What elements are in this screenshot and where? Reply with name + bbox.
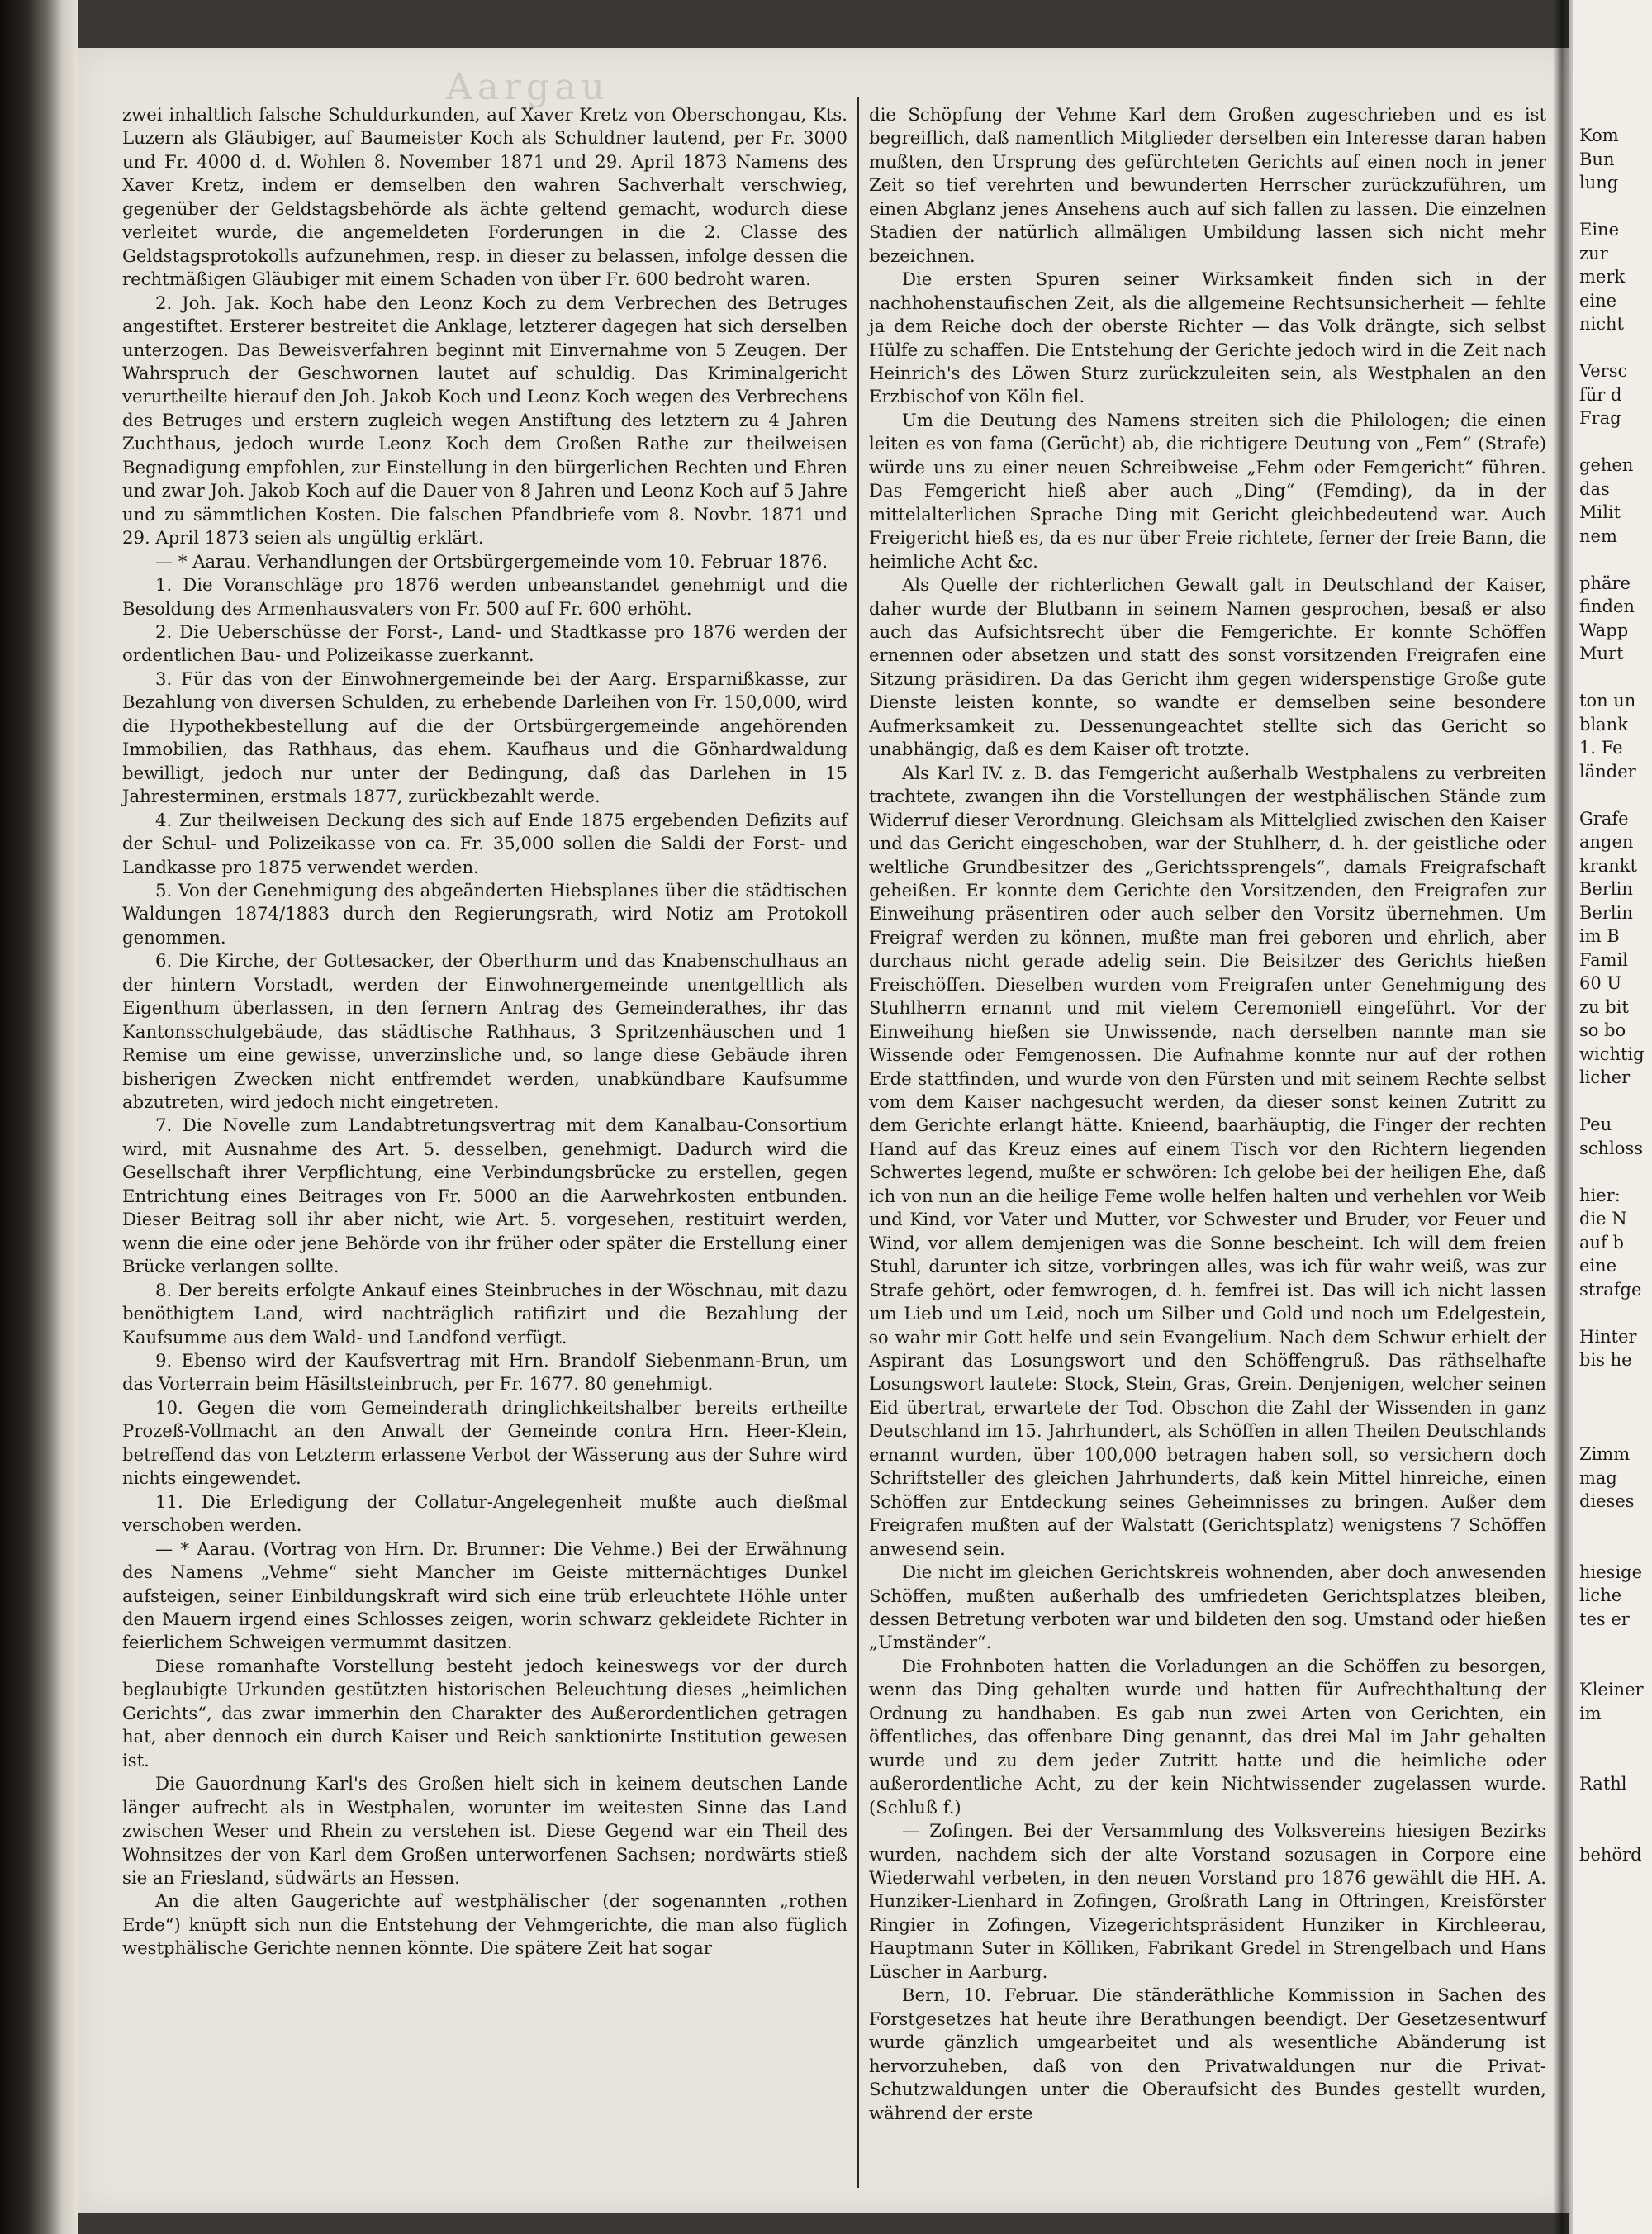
next-page-fragment: phäre [1579, 573, 1631, 593]
next-page-fragment [1579, 1419, 1652, 1443]
next-page-fragment: Wapp [1579, 620, 1629, 640]
book-binding [0, 0, 78, 2234]
next-page-fragment: hiesige [1579, 1561, 1643, 1582]
next-page-fragment [1579, 666, 1652, 690]
next-page-fragment: zur [1579, 243, 1608, 264]
next-page-fragment: im B [1579, 926, 1620, 946]
next-page-fragment [1579, 1372, 1652, 1396]
next-page-fragment: ton un [1579, 691, 1636, 711]
article-paragraph: 2. Die Ueberschüsse der Forst-, Land- und Stadtkasse pro 1876 werden der ordentlichen Bau- und Polizeikasse zuerkannt. [122, 620, 847, 666]
next-page-fragment: bis he [1579, 1350, 1632, 1370]
article-paragraph: 9. Ebenso wird der Kaufsvertrag mit Hrn. Brandolf Siebenmann-Brun, um das Vorterrain beim Häsiltsteinbruch, per Fr. 1677. 80 genehmigt. [122, 1350, 847, 1395]
page-gutter-shadow [1553, 0, 1573, 2234]
next-page-fragment: merk [1579, 267, 1626, 287]
article-paragraph: Als Quelle der richterlichen Gewalt galt in Deutschland der Kaiser, daher wurde der Blutbann in seinem Namen gesprochen, besaß er also auch das Aufsichtsrecht über die Femgerichte. Er konnte Schöffen ernennen oder absetzen und statt des sonst vorsitzenden Freigrafen eine Sitzung präsidiren. Da das Gericht ihm gegen widerspenstige Große gute Dienste leisten konnte, so wandte er demselben seine besondere Aufmerksamkeit zu. Dessenungeachtet stellte sich das Gericht so unabhängig, daß es dem Kaiser oft trotzte. [869, 574, 1546, 760]
article-paragraph: 4. Zur theilweisen Deckung des sich auf Ende 1875 ergebenden Defizits auf der Schul- und Polizeikasse von ca. Fr. 35,000 sollen die Saldi der Forst- und Landkasse pro 1875 verwendet werden. [122, 809, 847, 877]
next-page-fragment: Hinter [1579, 1326, 1637, 1347]
next-page-fragment: dieses [1579, 1491, 1635, 1511]
next-page-fragment: schloss [1579, 1138, 1643, 1158]
next-page-fragment: Grafe [1579, 808, 1629, 829]
next-page-fragment: das [1579, 478, 1610, 499]
article-paragraph: Als Karl IV. z. B. das Femgericht außerhalb Westphalens zu verbreiten trachtete, zwangen ihn die Vorstellungen der westphälischen Stände zum Widerruf dieser Verordnung. Gleichsam als Mittelglied zwischen den Kaiser und das Gericht eingeschoben, war der Stuhlherr, d. h. der geistliche oder weltliche Grundbesitzer des „Gerichtssprengels“, damals Freigrafschaft geheißen. Er konnte dem Gerichte den Vorsitzenden, den Freigrafen zur Einweihung präsentiren oder auch selber den Vorsitz übernehmen. Um Freigraf werden zu können, mußte man frei geboren und ehrlich, aber durchaus nicht gerade adelig sein. Die Beisitzer des Gerichts hießen Freischöffen. Dieselben wurden vom Freigrafen unter Genehmigung des Stuhlherrn ernannt und mit vielem Ceremoniell eingeführt. Vor der Einweihung hießen sie Unwissende, nach derselben nannte man sie Wissende oder Femgenossen. Die Aufnahme konnte nur auf der rothen Erde stattfinden, und wurde von den Fürsten und mit seinem Rechte selbst vom dem Kaiser nachgesucht werden, da dieser sonst keinen Zutritt zu dem Gerichte erlangt hätte. Knieend, baarhäuptig, die Finger der rechten Hand auf das Kreuz eines auf einem Tisch vor den Richtern liegenden Schwertes legend, mußte er schwören: Ich gelobe bei der heiligen Ehe, daß ich von nun an die heilige Feme wolle helfen halten und verhehlen vor Weib und Kind, vor Vater und Mutter, vor Schwester und Bruder, vor Feuer und Wind, vor allem demjenigen was die Sonne bescheint. Ich will dem freien Stuhl, darunter ich sitze, vorbringen alles, was ich für wahr weiß, was zur Strafe gehört, oder femwrogen, d. h. femfrei ist. Das will ich nicht lassen um Lieb und um Leid, noch um Silber und Gold und noch um Edelgestein, so wahr mir Gott helfe und sein Evangelium. Nach dem Schwur erhielt der Aspirant das Losungswort und den Schöffengruß. Das räthselhafte Losungswort lautete: Stock, Stein, Gras, Grein. Denjenigen, welcher seinen Eid übertrat, erwartete der Tod. Obschon die Zahl der Wissenden in ganz Deutschland im 15. Jahrhundert, als Schöffen in allen Theilen Deutschlands ernannt wurden, über 100,000 betragen haben soll, so versichern doch Schriftsteller des gleichen Jahrhunderts, daß kein Mittel hinreiche, einen Schöffen zur Entdeckung seines Geheimnisses zu bringen. Außer dem Freigrafen mußten auf der Walstatt (Gerichtsplatz) wenigstens 7 Schöffen anwesend sein. [869, 762, 1546, 1559]
article-paragraph: — * Aarau. Verhandlungen der Ortsbürgergemeinde vom 10. Februar 1876. [155, 550, 828, 572]
next-page-fragment [1579, 1301, 1652, 1325]
next-page-fragment: länder [1579, 761, 1636, 782]
next-page-fragment: behörd [1579, 1844, 1642, 1865]
next-page-fragment: krankt [1579, 855, 1637, 876]
next-page-fragment: Kleiner [1579, 1680, 1644, 1699]
article-paragraph: Diese romanhafte Vorstellung besteht jedoch keineswegs vor der durch beglaubigte Urkunden gestützten historischen Beleuchtung dieses „heimlichen Gerichts“, das zwar immerhin den Charakter des Außerordentlichen getragen hat, aber dennoch ein durch Kaiser und Reich sanktionirte Institution gewesen ist. [122, 1655, 847, 1771]
next-page-fragment [1579, 1725, 1652, 1749]
next-page-fragment: Versc [1579, 361, 1628, 381]
next-page-fragment: Zimm [1579, 1444, 1631, 1464]
next-page-fragment: eine [1579, 1256, 1617, 1276]
article-paragraph: — Zofingen. Bei der Versammlung des Volksvereins hiesigen Bezirks wurden, nachdem sich der alte Vorstand sozusagen in Corpore eine Wiederwahl verbeten, in den neuen Vorstand pro 1876 gewählt die HH. A. Hunziker-Lienhard in Zofingen, Großrath Lang in Oftringen, Kreisförster Ringier in Zofingen, Vizegerichtspräsident Hunziker in Kirchleerau, Hauptmann Suter in Kölliken, Fabrikant Gredel in Strengelbach und Hans Lüscher in Aarburg. [869, 1820, 1546, 1982]
next-page-fragment: blank [1579, 714, 1628, 734]
next-page-fragment: gehen [1579, 455, 1634, 475]
next-page-fragment [1579, 1631, 1652, 1655]
next-page-fragment: licher [1579, 1067, 1631, 1087]
next-page-fragment: angen [1579, 832, 1634, 852]
next-page-fragment [1579, 430, 1652, 454]
next-page-fragment: die N [1579, 1209, 1627, 1229]
left-column [122, 103, 847, 1961]
next-page-fragment: Berlin [1579, 879, 1633, 899]
next-page-fragment: im [1579, 1703, 1602, 1723]
article-paragraph: zwei inhaltlich falsche Schuldurkunden, auf Xaver Kretz von Oberschongau, Kts. Luzern als Gläubiger, auf Baumeister Koch als Schuldner lautend, per Fr. 3000 und Fr. 4000 d. d. Wohlen 8. November 1871 und 29. April 1873 Namens des Xaver Kretz, indem er demselben den wahren Sachverhalt verschwieg, gegenüber der Geldstagsbehörde als ächte geltend gemacht, wodurch diese verleitet wurde, die angemeldeten Forderungen in die 2. Classe des Geldstagsprotokolls aufzunehmen, resp. in dieser zu belassen, infolge dessen die rechtmäßigen Gläubiger mit einem Schaden von über Fr. 600 bedroht waren. [122, 104, 847, 290]
article-paragraph: Die Frohnboten hatten die Vorladungen an die Schöffen zu besorgen, wenn das Ding gehalten wurde und hatten für Aufrechthaltung der Ordnung zu handhaben. Es gab nun zwei Arten von Gerichten, ein öffentliches, das offenbare Ding genannt, das drei Mal im Jahr gehalten wurde und zu dem jeder Zutritt hatte und die heimliche oder außerordentliche Acht, zu der kein Nichtwissender zugelassen wurde. (Schluß f.) [869, 1655, 1546, 1818]
next-page-fragment: Milit [1579, 502, 1621, 522]
article-paragraph: Die ersten Spuren seiner Wirksamkeit finden sich in der nachhohenstaufischen Zeit, als die allgemeine Rechtsunsicherheit — fehlte ja dem Reiche doch der oberste Richter — das Volk drängte, sich selbst Hülfe zu schaffen. Die Entstehung der Gerichte jedoch wird in die Zeit nach Heinrich's des Löwen Sturz zurückzuleiten sein, als Westphalen an den Erzbischof von Köln fiel. [869, 269, 1546, 407]
next-page-fragment: auf b [1579, 1232, 1624, 1252]
article-paragraph: 10. Gegen die vom Gemeinderath dringlichkeitshalber bereits ertheilte Prozeß-Vollmacht an den Anwalt der Gemeinde contra Hrn. Heer-Klein, betreffend das von Letzterm erlassene Verbot der Wässerung aus der Suhre wird nichts eingewendet. [122, 1396, 847, 1489]
next-page-fragment: Rathl [1579, 1774, 1627, 1794]
next-page-fragment: finden [1579, 597, 1635, 616]
next-page-fragment [1579, 1537, 1652, 1561]
next-page-fragment [1579, 1160, 1652, 1184]
next-page-fragment [1579, 1090, 1652, 1114]
next-page-fragment [1579, 1819, 1652, 1843]
next-page-fragment: 1. Fe [1579, 738, 1623, 758]
next-page-fragment [1579, 1749, 1652, 1773]
next-page-fragment: 60 U [1579, 973, 1622, 993]
article-paragraph: 7. Die Novelle zum Landabtretungsvertrag mit dem Kanalbau-Consortium wird, mit Ausnahme des Art. 5. desselben, genehmigt. Dadurch wird die Gesellschaft ihrer Verpflichtung, eine Verbindungsbrücke zu erstellen, gegen Entrichtung eines Beitrages von Fr. 5000 an die Aarwehrkosten entbunden. Dieser Beitrag soll ihr aber nicht, wie Art. 5. vorgesehen, restituirt werden, wenn die eine oder jene Behörde von ihr früher oder später die Erstellung einer Brücke verlangen sollte. [122, 1115, 847, 1277]
next-page-fragment [1579, 1395, 1652, 1419]
next-page-fragment [1579, 1655, 1652, 1679]
right-column [869, 103, 1546, 2125]
next-page-fragment: Kom [1579, 126, 1619, 145]
article-paragraph: Die Gauordnung Karl's des Großen hielt sich in keinem deutschen Lande länger aufrecht als in Westphalen, worunter im weitesten Sinne das Land zwischen Weser und Rhein zu verstehen ist. Diese Gegend war ein Theil des Wohnsitzes der von Karl dem Großen unterworfenen Sachsen; nordwärts stieß sie an Friesland, südwärts an Hessen. [122, 1773, 847, 1888]
next-page-fragment: liche [1579, 1585, 1622, 1605]
article-paragraph: 1. Die Voranschläge pro 1876 werden unbeanstandet genehmigt und die Besoldung des Armenhausvaters von Fr. 500 auf Fr. 600 erhöht. [122, 574, 847, 619]
next-page-fragment: Famil [1579, 949, 1629, 970]
article-paragraph: Um die Deutung des Namens streiten sich die Philologen; die einen leiten es von fama (Gerücht) ab, die richtigere Deutung von „Fem“ (Strafe) würde uns zu einer neuen Schreibweise „Fehm oder Femgericht“ führen. Das Femgericht hieß aber auch „Ding“ (Femding), da in der mittelalterlichen Sprache Ding mit Gericht gleichbedeutend war. Auch Freigericht hieß es, da es nur über Freie richtete, ferner der freie Bann, die heimliche Acht &c. [869, 409, 1546, 572]
next-page-fragment: tes er [1579, 1609, 1630, 1629]
article-paragraph: 6. Die Kirche, der Gottesacker, der Oberthurm und das Knabenschulhaus an der hintern Vorstadt, werden der Einwohnergemeinde unentgeltlich als Eigenthum überlassen, in den fernern Antrag des Gemeinderathes, ihr das Kantonsschulgebäude, das städtische Rathhaus, 3 Spritzenhäuschen und 1 Remise um eine gewisse, unverzinsliche und, so lange diese Gebäude ihren bisherigen Zwecken nicht entfremdet werden, unabkündbare Kaufsumme abzutreten, wird jedoch nicht eingetreten. [122, 950, 847, 1113]
article-paragraph: Bern, 10. Februar. Die ständeräthliche Kommission in Sachen des Forstgesetzes hat heute ihre Berathungen beendigt. Der Gesetzesentwurf wurde gänzlich umgearbeitet und als wesentliche Abänderung ist hervorzuheben, daß von den Privatwaldungen nur die Privat-Schutzwaldungen unter die Oberaufsicht des Bundes gestellt wurden, während der erste [869, 1984, 1546, 2123]
next-page-fragment [1579, 336, 1652, 360]
next-page-fragment: Murt [1579, 644, 1624, 663]
next-page-fragment: Eine [1579, 220, 1619, 240]
next-page-fragment: Bun [1579, 149, 1615, 169]
next-page-fragment [1579, 548, 1652, 572]
next-page-fragment: zu bit [1579, 996, 1629, 1017]
article-paragraph: An die alten Gaugerichte auf westphälischer (der sogenannten „rothen Erde“) knüpft sich nun die Entstehung der Vehmgerichte, die man also füglich westphälische Gerichte nennen könnte. Die spätere Zeit hat sogar [122, 1890, 847, 1959]
bleed-through-header: Aargau [446, 66, 610, 108]
next-page-fragment: Frag [1579, 408, 1621, 428]
next-page-fragment: wichtig [1579, 1043, 1645, 1064]
next-page-fragment: hier: [1579, 1185, 1621, 1205]
next-page-fragment [1579, 195, 1652, 219]
next-page-fragment: so bo [1579, 1020, 1626, 1040]
next-page-fragment [1579, 1796, 1652, 1820]
next-page-fragment: nem [1579, 525, 1617, 546]
next-page-fragment: strafge [1579, 1279, 1642, 1300]
next-page-fragment: Berlin [1579, 902, 1633, 923]
article-paragraph: 8. Der bereits erfolgte Ankauf eines Steinbruches in der Wöschnau, mit dazu benöthigtem Land, wird nachträglich ratifizirt und die Bezahlung der Kaufsumme aus dem Wald- und Landfond verfügt. [122, 1279, 847, 1348]
next-page-fragment: nicht [1579, 314, 1624, 334]
column-divider [857, 97, 859, 2188]
next-page-fragment: mag [1579, 1467, 1617, 1488]
next-page-fragment: Peu [1579, 1115, 1612, 1134]
next-page-fragment [1579, 1514, 1652, 1538]
article-paragraph: die Schöpfung der Vehme Karl dem Großen zugeschrieben und es ist begreiflich, daß namentlich Mitglieder derselben ein Interesse daran haben mußten, den Ursprung des gefürchteten Gerichts auf einen noch in jener Zeit so tief verehrten und bewunderten Herrscher zurückzuführen, um einen Abglanz jenes Ansehens auch auf sich fallen zu lassen. Die einzelnen Stadien der natürlich allmäligen Umbildung lassen sich nicht mehr bezeichnen. [869, 104, 1546, 266]
next-page-fragments [1579, 124, 1652, 1866]
article-paragraph: — * Aarau. (Vortrag von Hrn. Dr. Brunner: Die Vehme.) Bei der Erwähnung des Namens „Vehme“ sieht Mancher im Geiste mitternächtiges Dunkel aufsteigen, seiner Einbildungskraft wird sich eine trüb erleuchtete Höhle unter den Mauern irgend eines Schlosses zeigen, worin schwarz gekleidete Richter in feierlichem Schweigen vermummt dasitzen. [122, 1538, 847, 1653]
article-paragraph: Die nicht im gleichen Gerichtskreis wohnenden, aber doch anwesenden Schöffen, mußten außerhalb des umfriedeten Gerichtsplatzes bleiben, dessen Betretung verboten war und bildeten den sog. Umstand oder hießen „Umständer“. [869, 1561, 1546, 1653]
next-page-fragment: für d [1579, 384, 1622, 405]
next-page-fragment: eine [1579, 290, 1617, 311]
article-paragraph: 2. Joh. Jak. Koch habe den Leonz Koch zu dem Verbrechen des Betruges angestiftet. Ersterer bestreitet die Anklage, letzterer dagegen hat sich derselben unterzogen. Das Beweisverfahren beginnt mit Einvernahme von 5 Zeugen. Der Wahrspruch der Geschwornen lautet auf schuldig. Das Kriminalgericht verurtheilte hierauf den Joh. Jakob Koch und Leonz Koch wegen des Verbrechens des Betruges und erstern zugleich wegen Anstiftung des letztern zu 4 Jahren Zuchthaus, jedoch wurde Leonz Koch dem Großen Rathe zur theilweisen Begnadigung empfohlen, zur Einstellung in den bürgerlichen Rechten und Ehren und zwar Joh. Jakob Koch auf die Dauer von 8 Jahren und Leonz Koch auf 5 Jahre und zu sämmtlichen Kosten. Die falschen Pfandbriefe vom 8. Novbr. 1871 und 29. April 1873 seien als ungültig erklärt. [122, 292, 847, 549]
article-paragraph: 3. Für das von der Einwohnergemeinde bei der Aarg. Ersparnißkasse, zur Bezahlung von diversen Schulden, zu erhebende Darleihen von Fr. 150,000, wird die Hypothekbestellung auf die der Ortsbürgergemeinde angehörenden Immobilien, das Rathhaus, das ehem. Kaufhaus und die Gönhardwaldung bewilligt, jedoch nur unter der Bedingung, daß das Darlehen in 15 Jahresterminen, erstmals 1877, zurückbezahlt werde. [122, 668, 847, 807]
article-paragraph: 5. Von der Genehmigung des abgeänderten Hiebsplanes über die städtischen Waldungen 1874/1883 durch den Regierungsrath, wird Notiz am Protokoll genommen. [122, 879, 847, 948]
article-paragraph: 11. Die Erledigung der Collatur-Angelegenheit mußte auch dießmal verschoben werden. [122, 1490, 847, 1536]
next-page-fragment: lung [1579, 173, 1619, 193]
next-page-fragment [1579, 783, 1652, 807]
